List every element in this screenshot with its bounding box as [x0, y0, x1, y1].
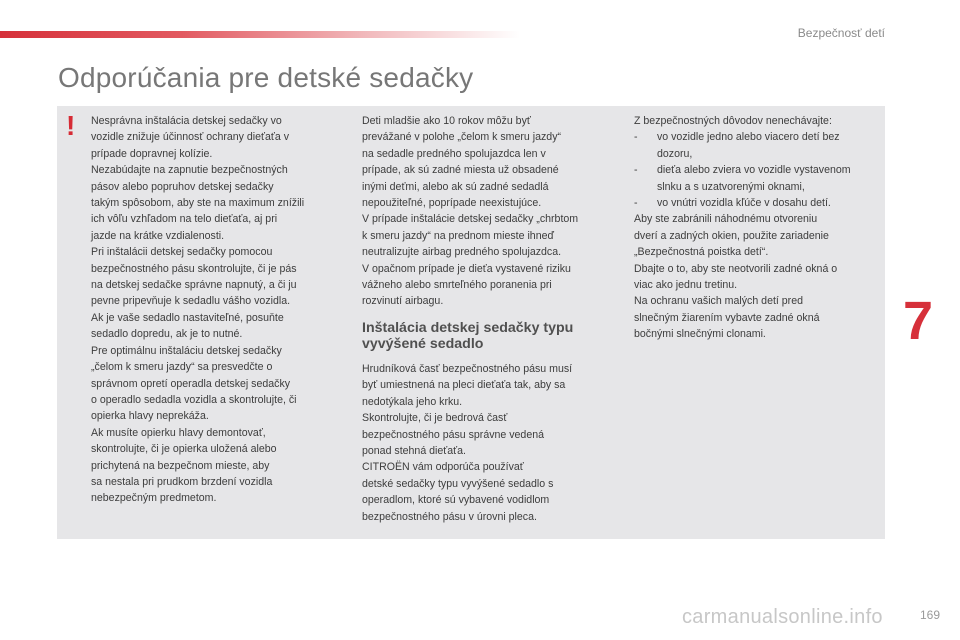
recommendations-column [362, 113, 618, 525]
text-line: nedotýkala jeho krku. [362, 395, 463, 408]
page-number: 169 [919, 608, 940, 622]
text-line: byť umiestnená na pleci dieťaťa tak, aby sa [362, 379, 566, 392]
text-line: Ak je vaše sedadlo nastaviteľné, posuňte [91, 311, 284, 324]
safety-column [634, 113, 884, 343]
text-line: Skontrolujte, či je bedrová časť [362, 412, 508, 425]
header-accent-bar [0, 31, 520, 38]
text-line: prípade dopravnej kolízie. [91, 147, 213, 160]
text-line: ich vôľu vzhľadom na telo dieťaťa, aj pri [91, 213, 278, 226]
text-line: prichytená na bezpečnom mieste, aby [91, 459, 270, 472]
paragraph-child-lock [634, 211, 884, 342]
section-header: Bezpečnosť detí [797, 26, 885, 40]
text-line: prípade, ak sú zadné miesta už obsadené [362, 164, 559, 177]
text-line: dieťa alebo zviera vo vozidle vystavenom [657, 164, 851, 177]
text-line: ponad stehná dieťaťa. [362, 444, 466, 457]
text-line: pevne pripevňuje k sedadlu vášho vozidla. [91, 295, 291, 308]
watermark-text: carmanualsonline.info [682, 606, 883, 628]
bullet-dash: - [634, 164, 638, 177]
text-line: sa nestala pri prudkom brzdení vozidla [91, 475, 273, 488]
text-line: Deti mladšie ako 10 rokov môžu byť [362, 115, 531, 127]
text-line: vyvýšené sedadlo [362, 335, 484, 352]
text-line: Pre optimálnu inštaláciu detskej sedačky [91, 344, 282, 357]
safety-bullet-item [634, 162, 884, 195]
text-line: vozidle znižuje účinnosť ochrany dieťaťa v [91, 131, 290, 144]
text-line: o operadlo sedadla vozidla a skontrolujte, či [91, 393, 297, 406]
warning-icon: ! [66, 110, 76, 141]
warning-column [91, 113, 349, 507]
subheading-booster-seat [362, 320, 618, 352]
text-line: vážneho alebo smrteľného poranenia pri [362, 279, 552, 292]
text-line: na detskej sedačke správne napnutý, a či ju [91, 279, 297, 292]
text-line: „čelom k smeru jazdy“ sa presvedčte o [91, 361, 273, 374]
text-line: Na ochranu vašich malých detí pred [634, 295, 803, 308]
text-line: CITROËN vám odporúča používať [362, 461, 524, 474]
text-line: Pri inštalácii detskej sedačky pomocou [91, 246, 273, 259]
text-line: správnom opretí operadla detskej sedačky [91, 377, 291, 390]
text-line: nepoužiteľné, poprípade neexistujúce. [362, 197, 542, 210]
text-line: Nezabúdajte na zapnutie bezpečnostných [91, 164, 288, 177]
text-line: takým spôsobom, aby ste na maximum znížili [91, 197, 305, 210]
text-line: bočnými slnečnými clonami. [634, 328, 766, 341]
paragraph-front-seat [362, 113, 618, 310]
text-line: Dbajte o to, aby ste neotvorili zadné okná o [634, 262, 838, 275]
page-title: Odporúčania pre detské sedačky [58, 62, 474, 93]
text-line: detské sedačky typu vyvýšené sedadlo s [362, 477, 554, 490]
text-line: pásov alebo popruhov detskej sedačky [91, 180, 274, 193]
safety-bullet-list [634, 129, 884, 211]
text-line: k smeru jazdy“ na prednom mieste ihneď [362, 229, 554, 242]
text-line: „Bezpečnostná poistka detí“. [634, 246, 769, 259]
text-line: operadlom, ktoré sú vybavené vodidlom [362, 494, 550, 507]
text-line: vo vnútri vozidla kľúče v dosahu detí. [657, 197, 831, 210]
text-line: sedadlo dopredu, ak je to nutné. [91, 328, 243, 341]
text-line: jazde na krátke vzdialenosti. [91, 229, 225, 242]
text-line: neutralizujte airbag predného spolujazdca. [362, 246, 562, 259]
text-line: opierka hlavy neprekáža. [91, 410, 209, 423]
text-line: bezpečnostného pásu skontrolujte, či je pás [91, 262, 297, 275]
text-line: V opačnom prípade je dieťa vystavené riziku [362, 262, 571, 275]
text-line: slnečným žiarením vybavte zadné okná [634, 311, 820, 324]
text-line: prevážané v polohe „čelom k smeru jazdy“ [362, 131, 562, 144]
text-line: inými deťmi, alebo ak sú zadné sedadlá [362, 180, 549, 193]
bullet-dash: - [634, 131, 638, 144]
text-line: dverí a zadných okien, použite zariadenie [634, 229, 829, 242]
text-line: Inštalácia detskej sedačky typu [362, 319, 574, 336]
text-line: bezpečnostného pásu správne vedená [362, 428, 544, 441]
text-line: vo vozidle jedno alebo viacero detí bez [657, 131, 840, 144]
safety-bullet-item [634, 195, 884, 211]
text-line: na sedadle predného spolujazdca len v [362, 147, 546, 160]
safety-intro: Z bezpečnostných dôvodov nenechávajte: [634, 115, 832, 127]
text-line: V prípade inštalácie detskej sedačky „chrbtom [362, 213, 579, 226]
text-line: dozoru, [657, 147, 693, 160]
text-line: bezpečnostného pásu v úrovni pleca. [362, 510, 537, 523]
text-line: skontrolujte, či je opierka uložená alebo [91, 443, 277, 456]
safety-bullet-item [634, 129, 884, 162]
bullet-dash: - [634, 197, 638, 210]
text-line: slnku a s uzatvorenými oknami, [657, 180, 805, 193]
text-line: Aby ste zabránili náhodnému otvoreniu [634, 213, 818, 226]
text-line: viac ako jednu tretinu. [634, 279, 738, 292]
text-line: Nesprávna inštalácia detskej sedačky vo [91, 115, 282, 127]
text-line: nebezpečným predmetom. [91, 492, 217, 505]
chapter-number: 7 [903, 291, 934, 351]
text-line: rozvinutí airbagu. [362, 295, 444, 308]
paragraph-booster-seat [362, 361, 618, 525]
text-line: Hrudníková časť bezpečnostného pásu musí [362, 362, 573, 375]
text-line: Ak musíte opierku hlavy demontovať, [91, 426, 266, 439]
